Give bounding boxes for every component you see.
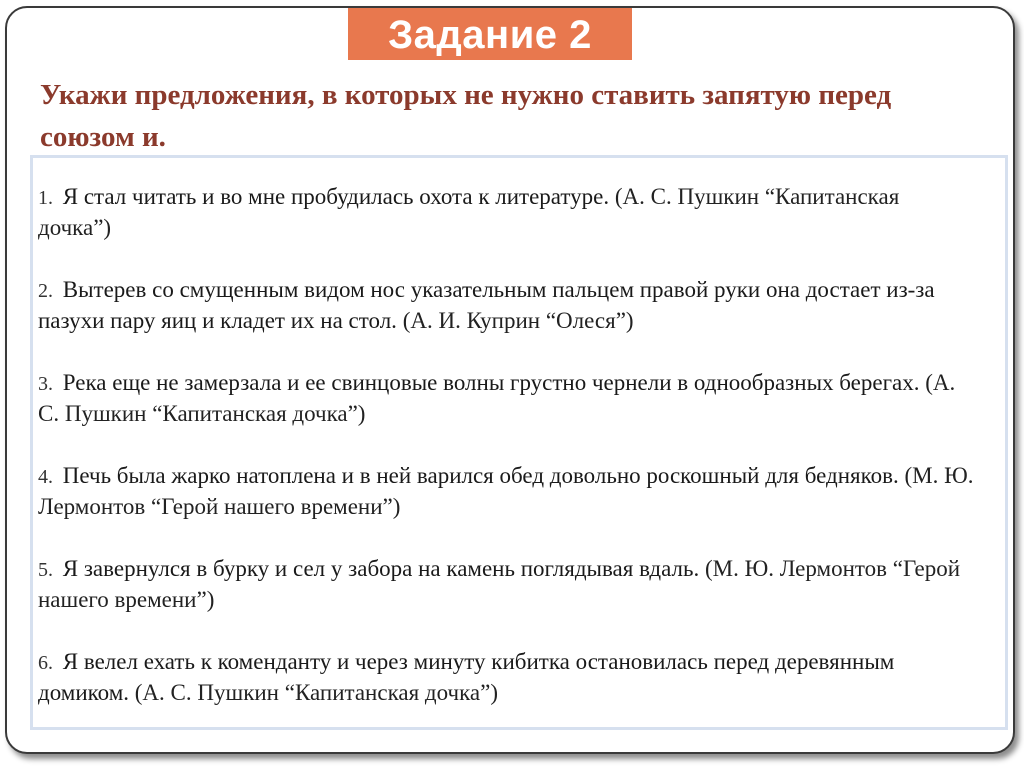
sentence-number: 1. <box>38 187 53 209</box>
sentence-text: Я стал читать и во мне пробудилась охота к литературе. <box>62 184 610 209</box>
sentence-text: Печь была жарко натоплена и в ней варился обед довольно роскошный для бедняков. <box>62 463 899 488</box>
sentence-list <box>38 182 978 740</box>
sentence-number: 2. <box>38 280 53 302</box>
sentence-source: (А. С. Пушкин “Капитанская дочка”) <box>38 370 956 426</box>
sentence-text: Я завернулся в бурку и сел у забора на камень поглядывая вдаль. <box>62 556 700 581</box>
sentence-item <box>38 461 978 522</box>
sentence-source: (А. С. Пушкин “Капитанская дочка”) <box>38 184 900 240</box>
sentence-text: Река еще не замерзала и ее свинцовые волны грустно чернели в однообразных берегах. <box>62 370 920 395</box>
title-banner <box>348 8 632 60</box>
sentence-number: 4. <box>38 466 53 488</box>
sentence-item <box>38 368 978 429</box>
sentence-text: Я велел ехать к коменданту и через минуту кибитка остановилась перед деревянным домиком. <box>38 649 895 705</box>
sentence-item <box>38 275 978 336</box>
sentence-source: (М. Ю. Лермонтов “Герой нашего времени”) <box>38 556 961 612</box>
sentence-number: 6. <box>38 652 53 674</box>
sentence-source: (М. Ю. Лермонтов “Герой нашего времени”) <box>38 463 974 519</box>
sentence-number: 3. <box>38 373 53 395</box>
instruction-text: Укажи предложения, в которых не нужно ставить запятую перед союзом и. <box>40 79 892 153</box>
sentence-source: (А. И. Куприн “Олеся”) <box>402 308 634 333</box>
sentence-item <box>38 182 978 243</box>
sentence-number: 5. <box>38 559 53 581</box>
sentence-item <box>38 647 978 708</box>
sentence-text: Вытерев со смущенным видом нос указательным пальцем правой руки она достает из-за пазухи пару яиц и кладет их на стол. <box>38 277 935 333</box>
sentence-item <box>38 554 978 615</box>
sentence-source: (А. С. Пушкин “Капитанская дочка”) <box>134 680 499 705</box>
slide-title: Задание 2 <box>388 13 592 57</box>
